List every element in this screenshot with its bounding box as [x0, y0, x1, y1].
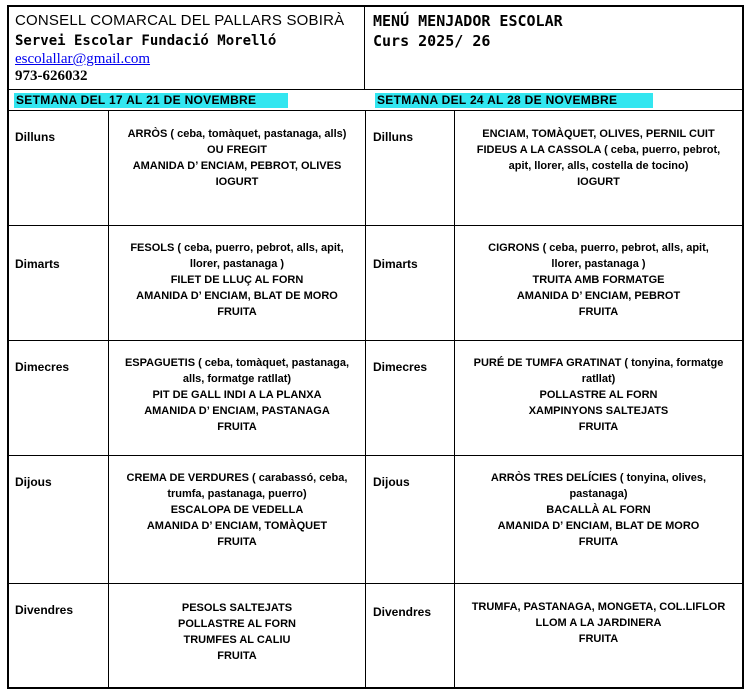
- menu-line: IOGURT: [577, 176, 620, 188]
- day-label-dimecres: Dimecres: [15, 360, 70, 374]
- day-label-dimecres: Dimecres: [373, 360, 428, 374]
- menu-line: OU FREGIT: [207, 144, 267, 156]
- meal-cell: [109, 126, 365, 190]
- meal-cell: [455, 240, 742, 320]
- menu-line: apit, llorer, alls, costella de tocino): [508, 160, 689, 172]
- day-label-dijous: Dijous: [15, 475, 52, 489]
- menu-line: FRUITA: [578, 633, 619, 645]
- menu-line: IOGURT: [215, 176, 259, 188]
- menu-line: ratllat): [581, 373, 616, 385]
- menu-line: ESCALOPA DE VEDELLA: [170, 504, 304, 516]
- menu-line: BACALLÀ AL FORN: [546, 504, 651, 516]
- menu-line: POLLASTRE AL FORN: [539, 389, 658, 401]
- menu-line: AMANIDA D’ ENCIAM, PEBROT, OLIVES: [132, 160, 342, 172]
- menu-line: FRUITA: [217, 536, 257, 548]
- menu-line: AMANIDA D’ ENCIAM, TOMÀQUET: [146, 520, 328, 532]
- menu-line: llorer, pastanaga ): [189, 258, 285, 270]
- week-2-label: SETMANA DEL 24 AL 28 DE NOVEMBRE: [375, 93, 653, 108]
- day-label-divendres: Divendres: [15, 603, 74, 617]
- day-label-dijous: Dijous: [373, 475, 410, 489]
- meal-cell: [109, 355, 365, 435]
- row-divider: [9, 583, 742, 584]
- menu-line: trumfa, pastanaga, puerro): [167, 488, 307, 500]
- meal-cell: [455, 126, 742, 190]
- menu-line: TRUMFES AL CALIU: [183, 634, 291, 646]
- menu-line: ARRÒS TRES DELÍCIES ( tonyina, olives,: [490, 472, 707, 484]
- menu-line: FRUITA: [578, 536, 619, 548]
- menu-line: PIT DE GALL INDI A LA PLANXA: [152, 389, 322, 401]
- week-1-label: SETMANA DEL 17 AL 21 DE NOVEMBRE: [14, 93, 288, 108]
- menu-table: [9, 110, 742, 687]
- menu-line: FRUITA: [578, 421, 619, 433]
- menu-line: FESOLS ( ceba, puerro, pebrot, alls, apit,: [130, 242, 344, 254]
- menu-line: XAMPINYONS SALTEJATS: [528, 405, 669, 417]
- menu-line: FRUITA: [217, 306, 257, 318]
- row-divider: [9, 340, 742, 341]
- menu-line: AMANIDA D’ ENCIAM, PEBROT: [516, 290, 681, 302]
- course-label: Curs 2025/ 26: [373, 32, 491, 50]
- menu-line: CIGRONS ( ceba, puerro, pebrot, alls, apit,: [488, 242, 709, 254]
- menu-line: llorer, pastanaga ): [551, 258, 646, 270]
- day-label-dilluns: Dilluns: [15, 130, 56, 144]
- menu-line: pastanaga): [569, 488, 628, 500]
- organization-name: CONSELL COMARCAL DEL PALLARS SOBIRÀ: [15, 12, 345, 29]
- menu-line: TRUITA AMB FORMATGE: [532, 274, 665, 286]
- header-left: [9, 7, 365, 89]
- menu-line: FILET DE LLUÇ AL FORN: [170, 274, 304, 286]
- menu-line: ARRÒS ( ceba, tomàquet, pastanaga, alls): [127, 128, 347, 140]
- menu-line: CREMA DE VERDURES ( carabassó, ceba,: [126, 472, 348, 484]
- row-divider: [9, 225, 742, 226]
- email-link[interactable]: escolallar@gmail.com: [15, 51, 151, 67]
- phone-number: 973-626032: [15, 68, 88, 84]
- menu-line: TRUMFA, PASTANAGA, MONGETA, COL.LIFLOR: [471, 601, 726, 613]
- service-name: Servei Escolar Fundació Morelló: [15, 33, 277, 49]
- menu-line: ENCIAM, TOMÀQUET, OLIVES, PERNIL CUIT: [482, 128, 715, 140]
- menu-line: FRUITA: [217, 421, 257, 433]
- menu-line: FIDEUS A LA CASSOLA ( ceba, puerro, pebrot,: [476, 144, 721, 156]
- menu-line: PESOLS SALTEJATS: [181, 602, 293, 614]
- menu-line: ESPAGUETIS ( ceba, tomàquet, pastanaga,: [124, 357, 350, 369]
- day-label-dimarts: Dimarts: [15, 257, 60, 271]
- meal-cell: [109, 470, 365, 550]
- header-divider: [9, 89, 742, 90]
- menu-line: POLLASTRE AL FORN: [178, 618, 296, 630]
- header-right: [365, 7, 742, 89]
- menu-line: AMANIDA D’ ENCIAM, PASTANAGA: [144, 405, 330, 417]
- menu-line: FRUITA: [578, 306, 619, 318]
- menu-line: FRUITA: [217, 650, 257, 662]
- day-label-dilluns: Dilluns: [373, 130, 414, 144]
- col-divider: [365, 110, 366, 687]
- meal-cell: [109, 600, 365, 664]
- menu-line: alls, formatge ratllat): [182, 373, 292, 385]
- row-divider: [9, 455, 742, 456]
- meal-cell: [109, 240, 365, 320]
- menu-title: MENÚ MENJADOR ESCOLAR: [373, 12, 563, 30]
- day-label-divendres: Divendres: [373, 605, 432, 619]
- meal-cell: [455, 470, 742, 550]
- meal-cell: [455, 599, 742, 647]
- menu-line: AMANIDA D’ ENCIAM, BLAT DE MORO: [497, 520, 700, 532]
- menu-line: AMANIDA D’ ENCIAM, BLAT DE MORO: [136, 290, 338, 302]
- menu-line: PURÉ DE TUMFA GRATINAT ( tonyina, formatge: [473, 357, 724, 369]
- menu-line: LLOM A LA JARDINERA: [535, 617, 662, 629]
- meal-cell: [455, 355, 742, 435]
- menu-sheet: [7, 5, 744, 689]
- day-label-dimarts: Dimarts: [373, 257, 418, 271]
